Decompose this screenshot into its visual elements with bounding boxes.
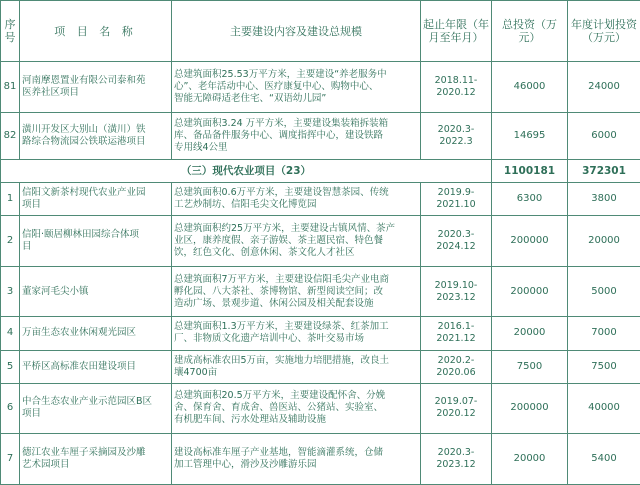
project-period: [421, 434, 492, 485]
project-content-line: 饮，红色文化、创意休闲、茶文化人才社区: [174, 246, 355, 258]
project-period: [421, 183, 492, 216]
project-name-line: 信阳·颐居柳林田园综合体项: [22, 228, 140, 240]
table-row: [1, 383, 640, 434]
project-name-line: 项目: [22, 408, 42, 420]
project-content-line: 舍、保育舍、育成舍、兽医站、公猪站、实验室、: [174, 402, 384, 414]
project-content-line: 总建筑面积3.24 万平方米，主要建设集装箱拆装箱: [174, 117, 389, 129]
project-name: [20, 183, 172, 216]
project-content-line: 心”、老年活动中心、医疗康复中心、购物中心、: [174, 80, 379, 92]
row-number: 3: [1, 266, 20, 317]
header-content: 主要建设内容及建设总规模: [172, 1, 421, 62]
section-body: [1, 160, 640, 183]
total-investment: 200000: [492, 266, 568, 317]
project-content-line: 总建筑面积1.3万平方米，主要建设绿茶、红茶加工: [174, 321, 389, 333]
project-content-line: 建成高标准农田5万亩，实施地力培肥措施，改良土: [174, 354, 390, 366]
row-number: 82: [1, 112, 20, 160]
project-period-line: 2023.12: [436, 291, 476, 303]
project-name-line: 项目: [22, 199, 42, 211]
section-title: （三）现代农业项目（23）: [1, 160, 492, 183]
project-period-line: 2020.3-: [437, 228, 475, 240]
table-row: [1, 112, 640, 160]
total-investment: 200000: [492, 216, 568, 267]
project-name: [20, 62, 172, 113]
project-content-line: 总建筑面积约25万平方米，主要建设古镇风情、茶产: [174, 222, 396, 234]
row-number: 5: [1, 350, 20, 383]
project-content: [172, 62, 421, 113]
header-period: 起止年限（年月至年月）: [421, 1, 492, 62]
total-investment: 46000: [492, 62, 568, 113]
project-period: [421, 216, 492, 267]
project-period-line: 2020.2-: [437, 354, 475, 366]
total-investment: 14695: [492, 112, 568, 160]
project-period-line: 2019.07-: [434, 396, 478, 408]
header-project-name: 项 目 名 称: [20, 1, 172, 62]
total-investment: 20000: [492, 434, 568, 485]
row-number: 2: [1, 216, 20, 267]
project-period-line: 2020.3-: [437, 447, 475, 459]
annual-investment: 5400: [568, 434, 640, 485]
header-row: [1, 1, 640, 62]
project-period-line: 2020.06: [436, 366, 476, 378]
project-content-line: 业区，康养度假、亲子游娱、茶主题民宿、特色餐: [174, 234, 384, 246]
project-period-line: 2016.1-: [437, 321, 475, 333]
project-content: [172, 112, 421, 160]
project-content-line: 孵化园、八大茶社、茶博物馆、新型阅读空间；改: [174, 285, 384, 297]
project-name-line: 路综合物流园公铁联运港项目: [22, 135, 146, 147]
total-investment: 6300: [492, 183, 568, 216]
project-content-line: 建设高标准车厘子产业基地，智能滴灌系统，仓储: [174, 447, 384, 459]
project-content-line: 造动广场、景观步道、休闲公园及相关配套设施: [174, 297, 374, 309]
project-period: [421, 383, 492, 434]
section-row: [1, 160, 640, 183]
project-name-line: 德江农业车厘子采摘园及沙雕: [22, 447, 146, 459]
project-period: [421, 350, 492, 383]
project-content: [172, 183, 421, 216]
row-number: 4: [1, 317, 20, 350]
project-period-line: 2019.10-: [434, 279, 478, 291]
project-name: [20, 266, 172, 317]
table-row: [1, 266, 640, 317]
project-period-line: 2019.9-: [437, 187, 475, 199]
table-row: [1, 216, 640, 267]
total-investment: 20000: [492, 317, 568, 350]
project-period: [421, 317, 492, 350]
header-total-investment: 总投资（万元）: [492, 1, 568, 62]
project-name-line: 目: [22, 240, 32, 252]
table-row: [1, 317, 640, 350]
header-annual-investment: 年度计划投资（万元）: [568, 1, 640, 62]
table-row: [1, 350, 640, 383]
row-number: 7: [1, 434, 20, 485]
project-period-line: 2018.11-: [434, 74, 478, 86]
project-period: [421, 266, 492, 317]
project-content-line: 总建筑面积7万平方米，主要建设信阳毛尖产业电商: [174, 273, 390, 285]
project-content: [172, 383, 421, 434]
project-period-line: 2020.12: [436, 408, 476, 420]
project-name: [20, 317, 172, 350]
annual-investment: 5000: [568, 266, 640, 317]
project-name-line: 董家河毛尖小镇: [22, 285, 89, 297]
project-content: [172, 317, 421, 350]
project-period-line: 2024.12: [436, 240, 476, 252]
row-number: 6: [1, 383, 20, 434]
project-content: [172, 266, 421, 317]
section-annual: 372301: [568, 160, 640, 183]
project-name-line: 平桥区高标准农田建设项目: [22, 360, 137, 372]
annual-investment: 7000: [568, 317, 640, 350]
project-name-line: 中合生态农业产业示范园区B区: [22, 396, 153, 408]
project-content: [172, 434, 421, 485]
project-name-line: 潢川开发区大别山（潢川）铁: [22, 123, 146, 135]
project-content-line: 加工管理中心，滑沙及沙雕游乐园: [174, 459, 317, 471]
project-content-line: 智能无障碍适老住宅、“双语幼儿园”: [174, 92, 327, 104]
project-name-line: 河南摩恩置业有限公司泰和苑: [22, 74, 146, 86]
project-name-line: 万亩生态农业休闲观光园区: [22, 327, 137, 339]
project-period-line: 2020.12: [436, 86, 476, 98]
section-total: 1100181: [492, 160, 568, 183]
project-content-line: 总建筑面积0.6万平方米，主要建设智慧茶园、传统: [174, 187, 389, 199]
project-name: [20, 216, 172, 267]
project-content-line: 厂、非物质文化遗产培训中心、茶叶交易市场: [174, 333, 365, 345]
project-content-line: 总建筑面积25.53万平方米，主要建设“养老服务中: [174, 68, 387, 80]
project-period-line: 2020.3-: [437, 123, 475, 135]
table-body-main: [1, 183, 640, 485]
project-period-line: 2021.10: [436, 199, 476, 211]
project-content-line: 壤4700亩: [174, 366, 218, 378]
project-period: [421, 112, 492, 160]
annual-investment: 40000: [568, 383, 640, 434]
total-investment: 7500: [492, 350, 568, 383]
project-content-line: 有机肥车间、污水处理站及辅助设施: [174, 414, 327, 426]
project-name: [20, 434, 172, 485]
annual-investment: 20000: [568, 216, 640, 267]
project-period-line: 2021.12: [436, 333, 476, 345]
row-number: 1: [1, 183, 20, 216]
project-period-line: 2023.12: [436, 459, 476, 471]
project-content-line: 总建筑面积20.5万平方米，主要建设配怀舍、分娩: [174, 390, 386, 402]
project-content: [172, 350, 421, 383]
annual-investment: 24000: [568, 62, 640, 113]
row-number: 81: [1, 62, 20, 113]
project-content-line: 库、备品备件服务中心、调度指挥中心，建设铁路: [174, 129, 384, 141]
project-content-line: 工艺炒制坊、信阳毛尖文化博览园: [174, 199, 317, 211]
project-name: [20, 383, 172, 434]
project-content-line: 专用线4公里: [174, 141, 228, 153]
table-row: [1, 62, 640, 113]
project-name-line: 医养社区项目: [22, 86, 80, 98]
project-name: [20, 112, 172, 160]
project-name-line: 信阳文新茶村现代农业产业园: [22, 187, 146, 199]
project-content: [172, 216, 421, 267]
table-row: [1, 183, 640, 216]
total-investment: 200000: [492, 383, 568, 434]
table-body-top: [1, 62, 640, 160]
annual-investment: 3800: [568, 183, 640, 216]
table-row: [1, 434, 640, 485]
project-period: [421, 62, 492, 113]
project-name: [20, 350, 172, 383]
project-period-line: 2022.3: [439, 135, 473, 147]
project-name-line: 艺术园项目: [22, 459, 70, 471]
header-no: 序号: [1, 1, 20, 62]
annual-investment: 6000: [568, 112, 640, 160]
annual-investment: 7500: [568, 350, 640, 383]
